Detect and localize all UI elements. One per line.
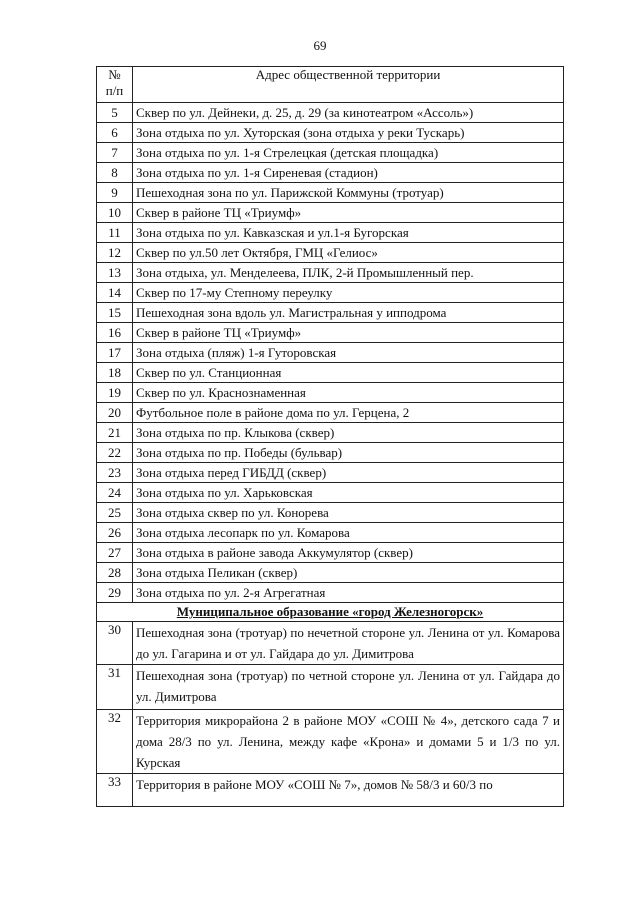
row-number: 24 [97,483,133,503]
table-row [97,203,564,223]
table-row [97,243,564,263]
territory-table [96,66,564,807]
row-number: 9 [97,183,133,203]
row-number: 26 [97,523,133,543]
table-row [97,143,564,163]
row-address: Зона отдыха по ул. Кавказская и ул.1-я Бугорская [133,223,564,243]
table-row [97,543,564,563]
row-number: 18 [97,363,133,383]
row-address: Территория в районе МОУ «СОШ № 7», домов № 58/3 и 60/3 по [133,774,564,807]
row-number: 8 [97,163,133,183]
row-number: 17 [97,343,133,363]
table-header-row [97,67,564,103]
row-address: Зона отдыха Пеликан (сквер) [133,563,564,583]
table-row [97,123,564,143]
table-row [97,622,564,665]
row-number: 22 [97,443,133,463]
table-row [97,710,564,774]
row-address: Зона отдыха по ул. Харьковская [133,483,564,503]
table-row [97,563,564,583]
row-number: 21 [97,423,133,443]
row-number: 11 [97,223,133,243]
row-address: Зона отдыха по ул. Хуторская (зона отдыха у реки Тускарь) [133,123,564,143]
table-row [97,343,564,363]
row-number: 5 [97,103,133,123]
row-address: Сквер по ул. Дейнеки, д. 25, д. 29 (за кинотеатром «Ассоль») [133,103,564,123]
row-number: 27 [97,543,133,563]
row-address: Зона отдыха, ул. Менделеева, ПЛК, 2-й Промышленный пер. [133,263,564,283]
row-address: Сквер по 17-му Степному переулку [133,283,564,303]
table-row [97,523,564,543]
row-address: Зона отдыха (пляж) 1-я Гуторовская [133,343,564,363]
row-number: 16 [97,323,133,343]
row-number: 23 [97,463,133,483]
row-number: 20 [97,403,133,423]
table-row [97,103,564,123]
table-row [97,443,564,463]
row-number: 33 [97,774,133,807]
row-address: Зона отдыха в районе завода Аккумулятор (сквер) [133,543,564,563]
table-row [97,163,564,183]
row-address: Зона отдыха по ул. 1-я Стрелецкая (детская площадка) [133,143,564,163]
row-number: 29 [97,583,133,603]
row-address: Зона отдыха перед ГИБДД (сквер) [133,463,564,483]
row-address: Сквер в районе ТЦ «Триумф» [133,203,564,223]
row-number: 6 [97,123,133,143]
table-row [97,183,564,203]
section-row [97,603,564,622]
row-address: Территория микрорайона 2 в районе МОУ «СОШ № 4», детского сада 7 и дома 28/3 по ул. Ленина, между кафе «Крона» и домами 5 и 1/3 по ул. Курская [133,710,564,774]
row-number: 31 [97,665,133,710]
row-number: 15 [97,303,133,323]
table-row [97,403,564,423]
row-number: 7 [97,143,133,163]
table-row [97,303,564,323]
table-row [97,263,564,283]
row-number: 13 [97,263,133,283]
row-address: Пешеходная зона (тротуар) по четной стороне ул. Ленина от ул. Гайдара до ул. Димитрова [133,665,564,710]
header-number-text: № п/п [105,67,124,98]
row-address: Сквер по ул.50 лет Октября, ГМЦ «Гелиос» [133,243,564,263]
row-address: Зона отдыха сквер по ул. Конорева [133,503,564,523]
header-number [97,67,133,103]
row-address: Зона отдыха по ул. 1-я Сиреневая (стадион) [133,163,564,183]
row-number: 14 [97,283,133,303]
table-row [97,583,564,603]
row-number: 10 [97,203,133,223]
row-address: Зона отдыха по пр. Победы (бульвар) [133,443,564,463]
section-title: Муниципальное образование «город Железногорск» [97,603,564,622]
table-row [97,503,564,523]
header-address: Адрес общественной территории [133,67,564,103]
row-number: 30 [97,622,133,665]
table-row [97,323,564,343]
row-number: 19 [97,383,133,403]
row-address: Сквер в районе ТЦ «Триумф» [133,323,564,343]
row-number: 32 [97,710,133,774]
row-number: 28 [97,563,133,583]
table-row [97,283,564,303]
table-row [97,483,564,503]
row-address: Пешеходная зона по ул. Парижской Коммуны (тротуар) [133,183,564,203]
page-number: 69 [313,38,327,53]
row-address: Футбольное поле в районе дома по ул. Герцена, 2 [133,403,564,423]
row-address: Зона отдыха по пр. Клыкова (сквер) [133,423,564,443]
table-row [97,383,564,403]
row-address: Сквер по ул. Станционная [133,363,564,383]
row-address: Зона отдыха по ул. 2-я Агрегатная [133,583,564,603]
row-number: 12 [97,243,133,263]
table-row [97,774,564,807]
row-address: Пешеходная зона вдоль ул. Магистральная у ипподрома [133,303,564,323]
row-number: 25 [97,503,133,523]
table-row [97,423,564,443]
row-address: Сквер по ул. Краснознаменная [133,383,564,403]
table-row [97,223,564,243]
row-address: Пешеходная зона (тротуар) по нечетной стороне ул. Ленина от ул. Комарова до ул. Гагарина и от ул. Гайдара до ул. Димитрова [133,622,564,665]
table-row [97,665,564,710]
table-row [97,463,564,483]
row-address: Зона отдыха лесопарк по ул. Комарова [133,523,564,543]
table-row [97,363,564,383]
